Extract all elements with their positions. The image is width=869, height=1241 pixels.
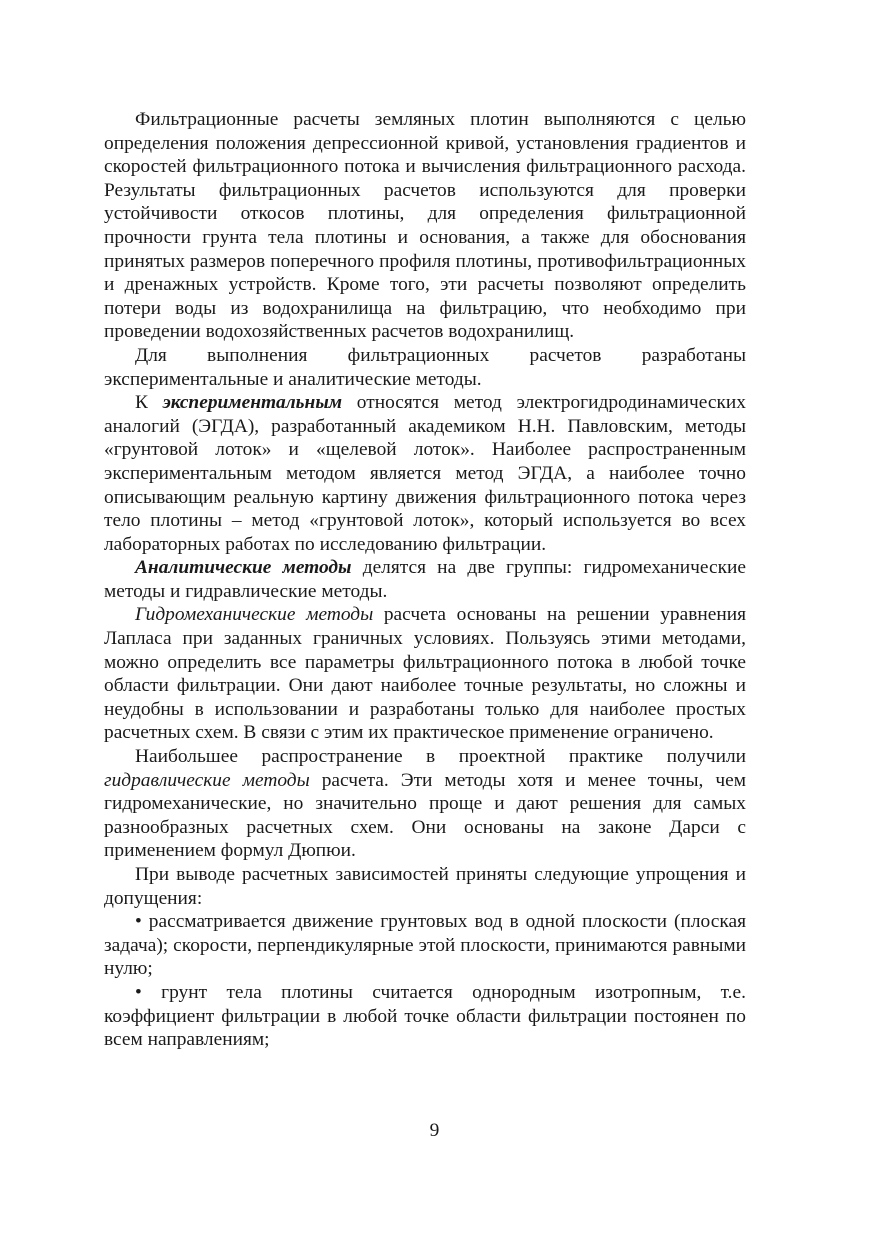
paragraph-lead: К bbox=[135, 392, 163, 414]
list-item-homogeneous-soil: • грунт тела плотины считается однородным изотропным, т.е. коэффициент фильтрации в любой точке области фильтрации постоянен по всем направлениям; bbox=[104, 981, 746, 1051]
paragraph-analytical-methods bbox=[104, 556, 746, 603]
body-text bbox=[104, 108, 746, 1052]
term-hydraulic-methods: гидравлические методы bbox=[104, 769, 310, 791]
paragraph-rest: делятся на две группы: гидромеханические методы и гидравлические методы. bbox=[104, 557, 746, 602]
paragraph-rest: расчета основаны на решении уравнения Лапласа при заданных граничных условиях. Пользуясь этими методами, можно определить все параметры фильтрационного потока в любой точке области фильтрации. Они дают наиболее точные результаты, но сложны и неудобны в использовании и разработаны только для наиболее простых расчетных схем. В связи с этим их практическое применение ограничено. bbox=[104, 604, 746, 744]
paragraph-experimental-methods bbox=[104, 391, 746, 556]
paragraph-lead: Наибольшее распространение в проектной практике получили bbox=[135, 746, 746, 768]
paragraph-hydromechanical-methods bbox=[104, 603, 746, 745]
list-item-plane-problem: • рассматривается движение грунтовых вод в одной плоскости (плоская задача); скорости, перпендикулярные этой плоскости, принимаются равными нулю; bbox=[104, 911, 746, 980]
term-hydromechanical-methods: Гидромеханические методы bbox=[135, 604, 374, 626]
paragraph-hydraulic-methods bbox=[104, 745, 746, 863]
paragraph-rest: относятся метод электрогидродинамических аналогий (ЭГДА), разработанный академиком Н.Н. Павловским, методы «грунтовой лоток» и «щелевой лоток». Наиболее распространенным экспериментальным методом является метод ЭГДА, а наиболее точно описывающим реальную картину движения фильтрационного потока через тело плотины – метод «грунтовой лоток», который используется во всех лабораторных работах по исследованию фильтрации. bbox=[104, 392, 746, 555]
page-number: 9 bbox=[429, 1120, 440, 1141]
paragraph-methods-intro: Для выполнения фильтрационных расчетов разработаны экспериментальные и аналитические методы. bbox=[104, 344, 746, 390]
term-experimental: экспериментальным bbox=[162, 392, 343, 414]
term-analytical-methods: Аналитические методы bbox=[135, 557, 352, 579]
paragraph-assumptions-intro: При выводе расчетных зависимостей приняты следующие упрощения и допущения: bbox=[104, 864, 746, 909]
paragraph-filtration-purpose: Фильтрационные расчеты земляных плотин выполняются с целью определения положения депрессионной кривой, установления градиентов и скоростей фильтрационного потока и вычисления фильтрационного расхода. Результаты фильтрационных расчетов используются для проверки устойчивости откосов плотины, для определения фильтрационной прочности грунта тела плотины и основания, а также для обоснования принятых размеров поперечного профиля плотины, противофильтрационных и дренажных устройств. Кроме того, эти расчеты позволяют определить потери воды из водохранилища на фильтрацию, что необходимо при проведении водохозяйственных расчетов водохранилищ. bbox=[104, 109, 746, 343]
paragraph-rest: расчета. Эти методы хотя и менее точны, чем гидромеханические, но значительно проще и дают решения для самых разнообразных расчетных схем. Они основаны на законе Дарси с применением формул Дюпюи. bbox=[104, 769, 746, 862]
